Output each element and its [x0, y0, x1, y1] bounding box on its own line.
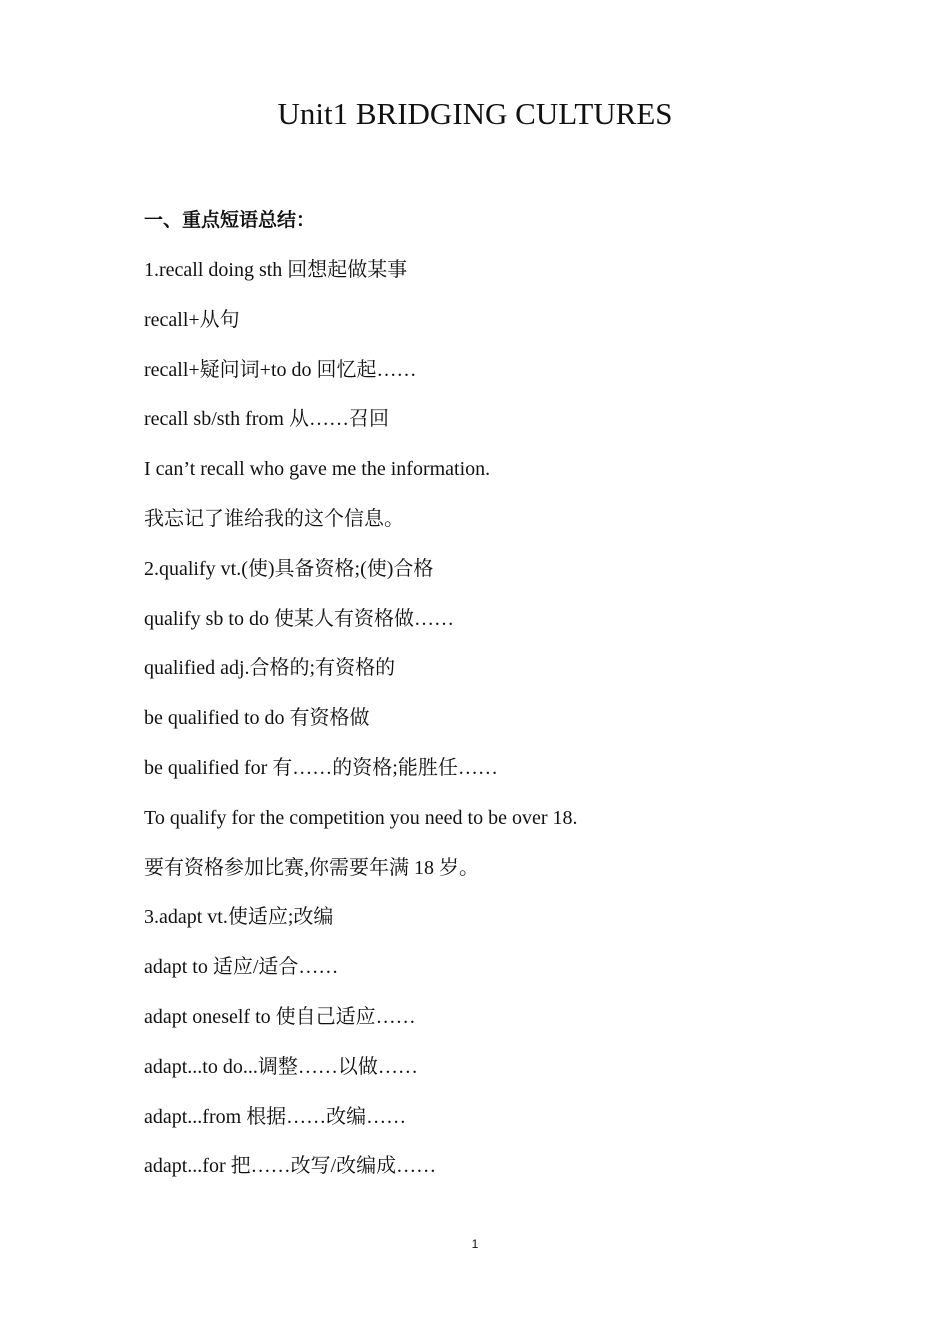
phrase-line: recall+疑问词+to do 回忆起…… [144, 358, 417, 381]
example-sentence: To qualify for the competition you need to be over 18. [144, 806, 578, 829]
phrase-line: adapt...from 根据……改编…… [144, 1105, 407, 1128]
phrase-line: adapt...to do...调整……以做…… [144, 1055, 418, 1078]
phrase-line: qualify sb to do 使某人有资格做…… [144, 607, 454, 630]
phrase-line: 2.qualify vt.(使)具备资格;(使)合格 [144, 557, 434, 580]
phrase-line: recall+从句 [144, 308, 240, 331]
example-sentence: I can’t recall who gave me the information. [144, 458, 491, 481]
example-translation: 要有资格参加比赛,你需要年满 18 岁。 [144, 856, 479, 879]
phrase-line: 3.adapt vt.使适应;改编 [144, 906, 334, 929]
document-title: Unit1 BRIDGING CULTURES [277, 96, 673, 131]
example-translation: 我忘记了谁给我的这个信息。 [144, 507, 404, 530]
phrase-line: be qualified to do 有资格做 [144, 707, 370, 730]
phrase-list [144, 255, 824, 1201]
phrase-line: adapt...for 把……改写/改编成…… [144, 1155, 437, 1178]
section-heading: 一、重点短语总结： [144, 209, 316, 231]
phrase-line: qualified adj.合格的;有资格的 [144, 657, 396, 680]
phrase-line: adapt oneself to 使自己适应…… [144, 1005, 416, 1028]
phrase-line: adapt to 适应/适合…… [144, 956, 339, 979]
page-number: 1 [471, 1237, 479, 1251]
phrase-line: recall sb/sth from 从……召回 [144, 408, 389, 431]
phrase-line: be qualified for 有……的资格;能胜任…… [144, 756, 498, 779]
phrase-line: 1.recall doing sth 回想起做某事 [144, 259, 408, 281]
